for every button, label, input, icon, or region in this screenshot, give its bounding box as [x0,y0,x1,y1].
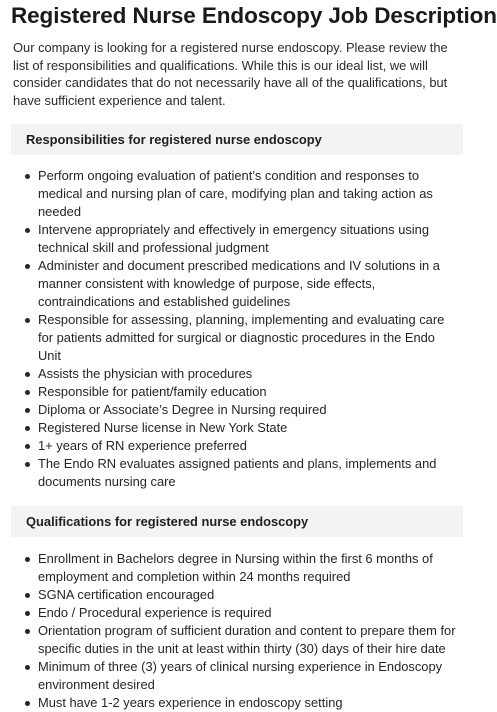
list-item: Endo / Procedural experience is required [38,604,460,622]
page-title: Registered Nurse Endoscopy Job Description [11,3,497,28]
list-item: The Endo RN evaluates assigned patients and plans, implements and documents nursing care [38,455,460,491]
list-item: Intervene appropriately and effectively in emergency situations using technical skill and professional judgment [38,221,460,257]
list-item: Diploma or Associate’s Degree in Nursing required [38,401,460,419]
list-item: Responsible for patient/family education [38,383,460,401]
list-item: Enrollment in Bachelors degree in Nursing within the first 6 months of employment and completion within 24 months required [38,550,460,586]
list-item: 1+ years of RN experience preferred [38,437,460,455]
qualifications-heading: Qualifications for registered nurse endoscopy [11,506,463,537]
list-item: Responsible for assessing, planning, implementing and evaluating care for patients admitted for surgical or diagnostic procedures in the Endo Unit [38,311,460,365]
list-item: SGNA certification encouraged [38,586,460,604]
list-item: Registered Nurse license in New York State [38,419,460,437]
list-item: Administer and document prescribed medications and IV solutions in a manner consistent with knowledge of purpose, side effects, contraindications and established guidelines [38,257,460,311]
list-item: Assists the physician with procedures [38,365,460,383]
list-item: Minimum of three (3) years of clinical nursing experience in Endoscopy environment desired [38,658,460,694]
responsibilities-list [0,167,474,491]
qualifications-list [0,550,474,712]
list-item: Must have 1-2 years experience in endoscopy setting [38,694,460,712]
list-item: Perform ongoing evaluation of patient’s condition and responses to medical and nursing plan of care, modifying plan and taking action as needed [38,167,460,221]
intro-paragraph: Our company is looking for a registered nurse endoscopy. Please review the list of responsibilities and qualifications. While this is our ideal list, we will consider candidates that do not necessarily have all of the qualifications, but have sufficient experience and talent. [13,40,448,108]
list-item: Orientation program of sufficient duration and content to prepare them for specific duties in the unit at least within thirty (30) days of their hire date [38,622,460,658]
responsibilities-heading: Responsibilities for registered nurse endoscopy [11,124,463,155]
